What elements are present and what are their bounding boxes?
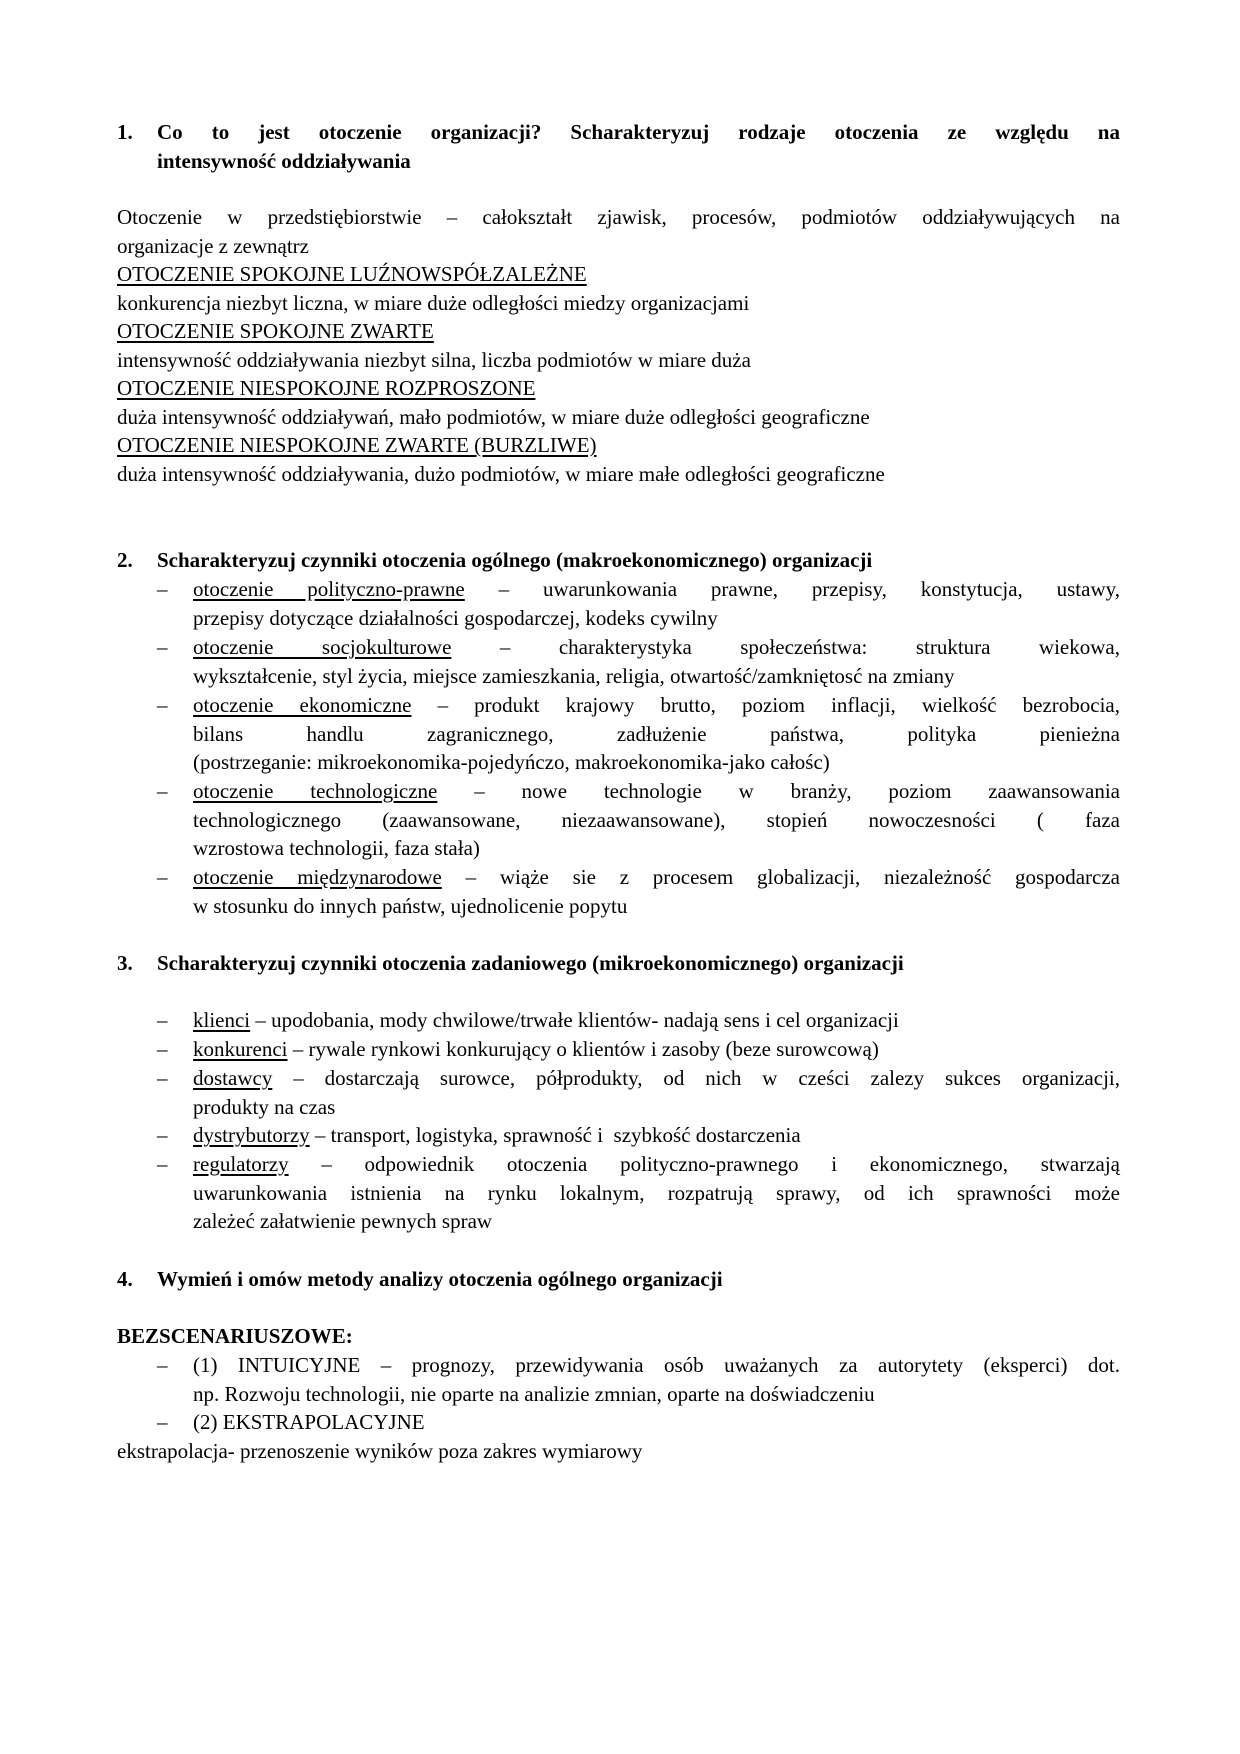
factor-desc-cont: wzrostowa technologii, faza stała) <box>193 836 480 860</box>
factor-desc: – rywale rynkowi konkurujący o klientów i zasoby (beze surowcową) <box>287 1037 879 1061</box>
factor-desc-cont: zależeć załatwienie pewnych spraw <box>193 1209 493 1233</box>
section-2-number: 2. <box>117 548 133 572</box>
factor-desc: – upodobania, mody chwilowe/trwałe klientów- nadają sens i cel organizacji <box>250 1008 899 1032</box>
factor-desc-cont: przepisy dotyczące działalności gospodarczej, kodeks cywilny <box>193 605 718 630</box>
extrapolation-note: ekstrapolacja- przenoszenie wyników poza zakres wymiarowy <box>117 1439 643 1463</box>
factor-term: otoczenie międzynarodowe <box>193 865 442 889</box>
bullet-dash: – <box>157 1410 168 1434</box>
method-desc-cont: np. Rozwoju technologii, nie oparte na analizie zmnian, oparte na doświadczeniu <box>193 1381 875 1406</box>
bullet-dash: – <box>157 577 168 601</box>
factor-term: otoczenie ekonomiczne <box>193 693 412 717</box>
factor-term: regulatorzy <box>193 1152 289 1176</box>
bullet-dash: – <box>157 1066 168 1090</box>
section-4-subheading: BEZSCENARIUSZOWE: <box>117 1324 353 1348</box>
section-3-number: 3. <box>117 951 133 975</box>
section-1-heading-line1: Co to jest otoczenie organizacji? Scharakteryzuj rodzaje otoczenia ze względu na <box>157 120 1120 144</box>
bullet-dash: – <box>157 865 168 889</box>
bullet-dash: – <box>157 635 168 659</box>
section-4-number: 4. <box>117 1267 133 1291</box>
factor-term: klienci <box>193 1008 251 1032</box>
factor-desc: – uwarunkowania prawne, przepisy, konstytucja, ustawy, <box>464 577 1120 601</box>
factor-desc-cont: bilans handlu zagranicznego, zadłużenie państwa, polityka pienieżna <box>193 721 1120 746</box>
section-2-heading: Scharakteryzuj czynniki otoczenia ogólnego (makroekonomicznego) organizacji <box>157 548 873 572</box>
factor-desc-cont: technologicznego (zaawansowane, niezaawansowane), stopień nowoczesności ( faza <box>193 807 1120 832</box>
environment-type-3-desc: duża intensywność oddziaływań, mało podmiotów, w miare duże odległości geograficzne <box>117 405 870 429</box>
macro-factor-political-legal <box>193 575 1120 632</box>
environment-type-2-desc: intensywność oddziaływania niezbyt silna, liczba podmiotów w miare duża <box>117 348 751 372</box>
section-4-heading: Wymień i omów metody analizy otoczenia ogólnego organizacji <box>157 1267 723 1291</box>
factor-desc: – transport, logistyka, sprawność i szybkość dostarczenia <box>309 1123 801 1147</box>
factor-desc-cont: uwarunkowania istnienia na rynku lokalnym, rozpatrują sprawy, od ich sprawności może <box>193 1180 1120 1205</box>
factor-term: otoczenie socjokulturowe <box>193 635 452 659</box>
factor-term: otoczenie technologiczne <box>193 779 438 803</box>
macro-factor-international <box>193 863 1120 920</box>
environment-type-2-name: OTOCZENIE SPOKOJNE ZWARTE <box>117 319 434 343</box>
bullet-dash: – <box>157 1152 168 1176</box>
section-1-intro <box>117 203 1120 260</box>
bullet-dash: – <box>157 779 168 803</box>
environment-type-4-name: OTOCZENIE NIESPOKOJNE ZWARTE (BURZLIWE) <box>117 433 597 457</box>
macro-factor-technological <box>193 777 1120 863</box>
factor-term: otoczenie polityczno-prawne <box>193 577 465 601</box>
factor-desc: – wiąże sie z procesem globalizacji, niezależność gospodarcza <box>441 865 1120 889</box>
factor-desc: – charakterystyka społeczeństwa: struktura wiekowa, <box>451 635 1120 659</box>
bullet-dash: – <box>157 1037 168 1061</box>
macro-factor-sociocultural <box>193 633 1120 690</box>
micro-factor-clients <box>193 1006 1120 1035</box>
method-desc: (1) INTUICYJNE – prognozy, przewidywania osób uważanych za autorytety (eksperci) dot. <box>193 1353 1120 1377</box>
factor-desc: – odpowiednik otoczenia polityczno-prawnego i ekonomicznego, stwarzają <box>288 1152 1120 1176</box>
bullet-dash: – <box>157 1008 168 1032</box>
factor-desc-cont: wykształcenie, styl życia, miejsce zamieszkania, religia, otwartość/zamkniętosć na zmiany <box>193 663 955 688</box>
environment-type-4-desc: duża intensywność oddziaływania, dużo podmiotów, w miare małe odległości geograficzne <box>117 462 885 486</box>
section-1-heading <box>157 118 1120 176</box>
factor-term: dostawcy <box>193 1066 273 1090</box>
section-3-heading: Scharakteryzuj czynniki otoczenia zadaniowego (mikroekonomicznego) organizacji <box>157 951 904 975</box>
method-desc: (2) EKSTRAPOLACYJNE <box>193 1410 425 1434</box>
bullet-dash: – <box>157 1123 168 1147</box>
environment-type-3-name: OTOCZENIE NIESPOKOJNE ROZPROSZONE <box>117 376 536 400</box>
micro-factor-distributors <box>193 1121 1120 1150</box>
factor-desc-cont: (postrzeganie: mikroekonomika-pojedyńczo, makroekonomika-jako całośc) <box>193 750 830 774</box>
bullet-dash: – <box>157 693 168 717</box>
factor-desc: – dostarczają surowce, półprodukty, od nich w cześci zalezy sukces organizacji, <box>272 1066 1120 1090</box>
factor-desc-cont: w stosunku do innych państw, ujednolicenie popytu <box>193 893 628 918</box>
section-1-intro-line1: Otoczenie w przedstiębiorstwie – całokształt zjawisk, procesów, podmiotów oddziaływujących na <box>117 205 1120 229</box>
factor-term: dystrybutorzy <box>193 1123 310 1147</box>
method-intuitive <box>193 1351 1120 1408</box>
section-1-intro-line2: organizacje z zewnątrz <box>117 233 309 258</box>
micro-factor-competitors <box>193 1035 1120 1064</box>
bullet-dash: – <box>157 1353 168 1377</box>
factor-term: konkurenci <box>193 1037 288 1061</box>
environment-type-1-desc: konkurencja niezbyt liczna, w miare duże odległości miedzy organizacjami <box>117 291 750 315</box>
macro-factor-economic <box>193 691 1120 777</box>
section-1-heading-line2: intensywność oddziaływania <box>157 149 411 173</box>
environment-type-1-name: OTOCZENIE SPOKOJNE LUŹNOWSPÓŁZALEŻNE <box>117 262 587 286</box>
micro-factor-suppliers <box>193 1064 1120 1121</box>
factor-desc: – produkt krajowy brutto, poziom inflacji, wielkość bezrobocia, <box>411 693 1120 717</box>
factor-desc-cont: produkty na czas <box>193 1094 336 1119</box>
method-extrapolative <box>193 1408 1120 1437</box>
factor-desc: – nowe technologie w branży, poziom zaawansowania <box>437 779 1120 803</box>
micro-factor-regulators <box>193 1150 1120 1236</box>
section-1-number: 1. <box>117 120 133 144</box>
